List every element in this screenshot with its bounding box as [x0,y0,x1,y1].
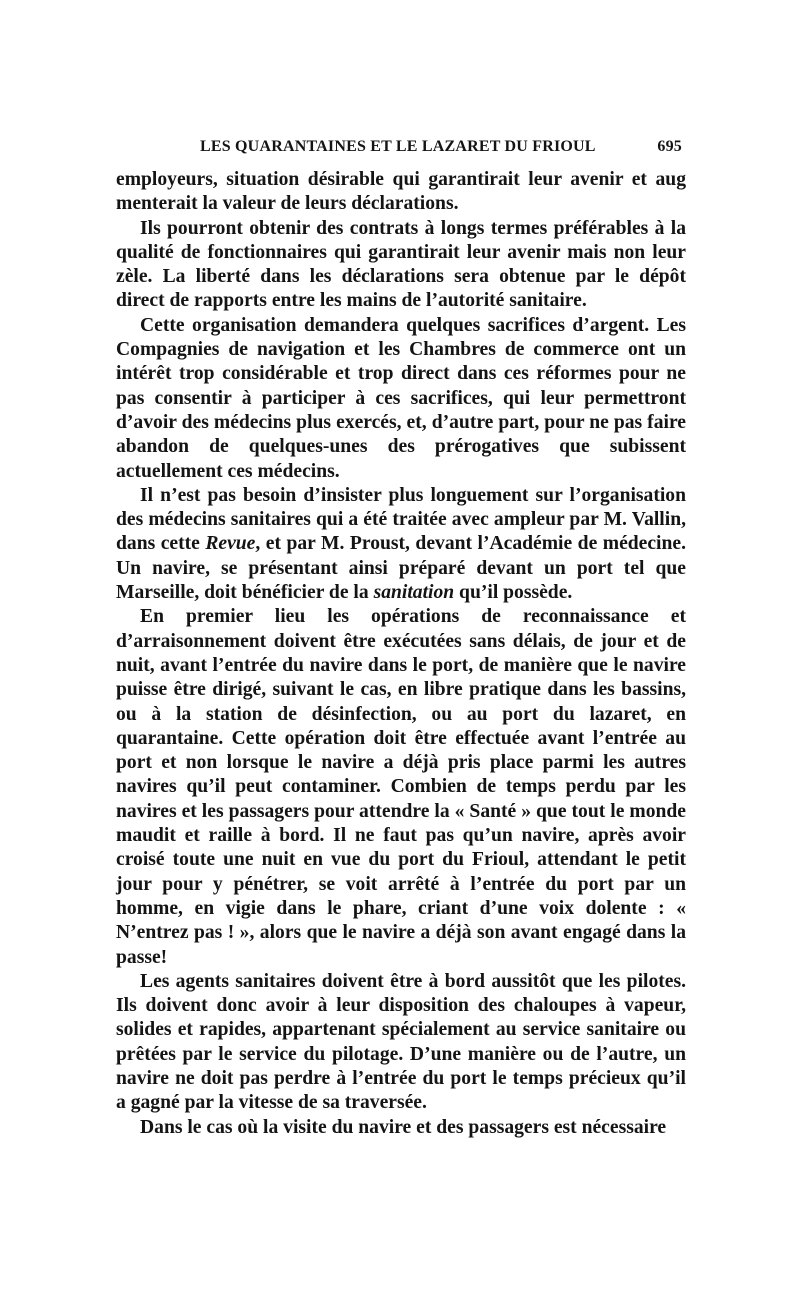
paragraph-4-part-b: , et par M. Proust, devant l’Académie de médecine. Un navire, se présentant ainsi préparé devant un port tel que Marseille, doit bénéficier de la [116,533,686,604]
page-number: 695 [657,138,682,155]
book-page [116,132,686,1140]
paragraph-2: Ils pourront obtenir des contrats à longs termes préférables à la qualité de fonctionnaires qui garantirait leur avenir mais non leur zèle. La liberté dans les déclarations sera obtenue par le dépôt direct de rapports entre les mains de l’autorité sanitaire. [116,217,686,312]
paragraph-5: En premier lieu les opérations de reconnaissance et d’arraisonnement doivent être exécutées sans délais, de jour et de nuit, avant l’entrée du navire dans le port, de manière que le navire puisse être dirigé, suivant le cas, en libre pratique dans les bassins, ou à la station de désinfection, ou au port du lazaret, en quarantaine. Cette opération doit être effectuée avant l’entrée au port et non lorsque le navire a déjà pris place parmi les autres navires qu’il peut contaminer. Combien de temps perdu par les navires et les passagers pour attendre la « Santé » que tout le monde maudit et raille à bord. Il ne faut pas qu’un navire, après avoir croisé toute une nuit en vue du port du Frioul, attendant le petit jour pour y pénétrer, se voit arrêté à l’entrée du port par un homme, en vigie dans le phare, criant d’une voix dolente : « N’entrez pas ! », alors que le navire a déjà son avant engagé dans la passe! [116,606,686,968]
running-header [116,132,686,162]
paragraph-4-part-c: qu’il possède. [454,582,573,604]
paragraph-1: employeurs, situation désirable qui garantirait leur avenir et aug menterait la valeur de leurs déclarations. [116,169,686,215]
paragraph-4-part-a: Il n’est pas besoin d’insister plus longuement sur l’organisation des médecins sanitaires qui a été traitée avec ampleur par M. Vallin, dans cette [116,484,686,555]
journal-title-italic: Revue [205,533,256,555]
body-text [116,168,686,1140]
running-title: LES QUARANTAINES ET LE LAZARET DU FRIOUL [200,138,596,155]
paragraph-7: Dans le cas où la visite du navire et des passagers est nécessaire [140,1116,667,1138]
paragraph-6: Les agents sanitaires doivent être à bord aussitôt que les pilotes. Ils doivent donc avoir à leur disposition des chaloupes à vapeur, solides et rapides, appartenant spécialement au service sanitaire ou prêtées par le service du pilotage. D’une manière ou de l’autre, un navire ne doit pas perdre à l’entrée du port le temps précieux qu’il a gagné par la vitesse de sa traversée. [116,970,686,1114]
paragraph-3: Cette organisation demandera quelques sacrifices d’argent. Les Compagnies de navigation et les Chambres de commerce ont un intérêt trop considérable et trop direct dans ces réformes pour ne pas consentir à participer à ces sacrifices, qui leur permettront d’avoir des médecins plus exercés, et, d’autre part, pour ne pas faire abandon de quelques-unes des prérogatives que subissent actuellement ces médecins. [116,314,686,482]
sanitation-italic: sanitation [373,582,455,604]
paragraph-4 [116,484,686,605]
